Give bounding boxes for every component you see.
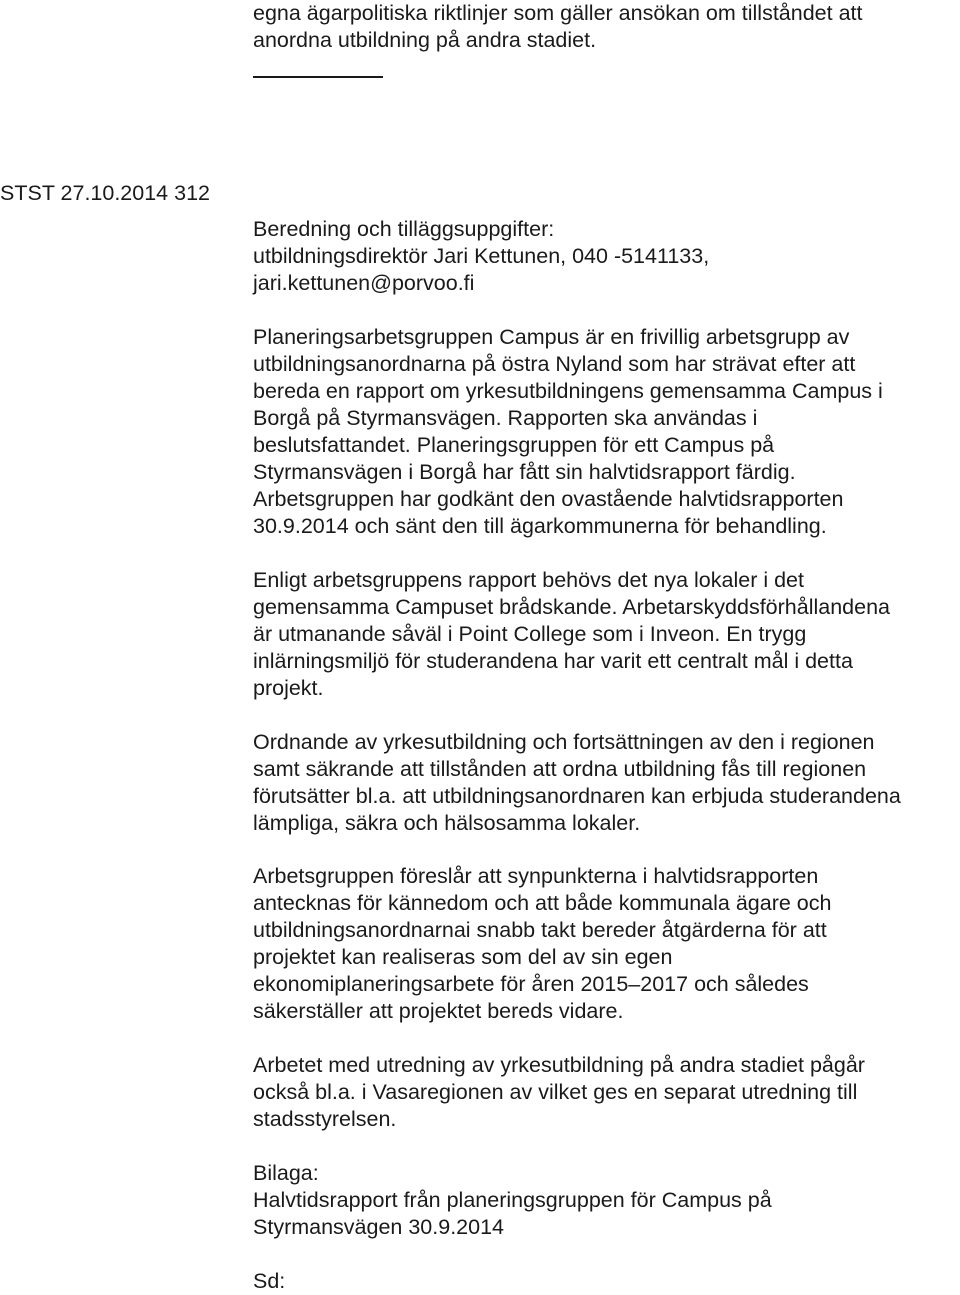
preparation-contact: utbildningsdirektör Jari Kettunen, 040 -5141133, [253, 244, 710, 268]
footer-label: Sd: [253, 1269, 286, 1293]
paragraph-1-line: Planeringsarbetsgruppen Campus är en frivillig arbetsgrupp av [253, 325, 850, 349]
intro-line-1: egna ägarpolitiska riktlinjer som gäller ansökan om tillståndet att [253, 1, 863, 25]
attachment-label: Bilaga: [253, 1161, 319, 1185]
paragraph-5-line: stadsstyrelsen. [253, 1107, 397, 1131]
paragraph-1-line: Styrmansvägen i Borgå har fått sin halvtidsrapport färdig. [253, 460, 796, 484]
paragraph-1-line: beslutsfattandet. Planeringsgruppen för ett Campus på [253, 433, 775, 457]
paragraph-2-line: Enligt arbetsgruppens rapport behövs det nya lokaler i det [253, 568, 804, 592]
paragraph-4-line: Arbetsgruppen föreslår att synpunkterna i halvtidsrapporten [253, 864, 819, 888]
paragraph-4-line: antecknas för kännedom och att både kommunala ägare och [253, 891, 832, 915]
paragraph-1-line: Arbetsgruppen har godkänt den ovastående halvtidsrapporten [253, 487, 844, 511]
paragraph-1-line: utbildningsanordnarna på östra Nyland som har strävat efter att [253, 352, 856, 376]
separator-rule [253, 76, 383, 78]
intro-line-2: anordna utbildning på andra stadiet. [253, 28, 597, 52]
paragraph-2-line: gemensamma Campuset brådskande. Arbetarskyddsförhållandena [253, 595, 891, 619]
paragraph-2-line: är utmanande såväl i Point College som i Inveon. En trygg [253, 622, 807, 646]
paragraph-4-line: projektet kan realiseras som del av sin egen [253, 945, 673, 969]
case-number: STST 27.10.2014 312 [0, 181, 210, 205]
paragraph-4-line: ekonomiplaneringsarbete för åren 2015–2017 och således [253, 972, 809, 996]
paragraph-5-line: Arbetet med utredning av yrkesutbildning på andra stadiet pågår [253, 1053, 865, 1077]
paragraph-3-line: samt säkrande att tillstånden att ordna utbildning fås till regionen [253, 757, 867, 781]
paragraph-1-line: bereda en rapport om yrkesutbildningens gemensamma Campus i [253, 379, 883, 403]
paragraph-4-line: utbildningsanordnarnai snabb takt bereder åtgärderna för att [253, 918, 827, 942]
preparation-email: jari.kettunen@porvoo.fi [253, 271, 475, 295]
preparation-heading: Beredning och tilläggsuppgifter: [253, 217, 555, 241]
attachment-title: Halvtidsrapport från planeringsgruppen för Campus på [253, 1188, 772, 1212]
paragraph-4-line: säkerställer att projektet bereds vidare. [253, 999, 624, 1023]
paragraph-5-line: också bl.a. i Vasaregionen av vilket ges en separat utredning till [253, 1080, 858, 1104]
attachment-title: Styrmansvägen 30.9.2014 [253, 1215, 504, 1239]
paragraph-3-line: förutsätter bl.a. att utbildningsanordnaren kan erbjuda studerandena [253, 784, 901, 808]
paragraph-3-line: Ordnande av yrkesutbildning och fortsättningen av den i regionen [253, 730, 875, 754]
paragraph-1-line: 30.9.2014 och sänt den till ägarkommunerna för behandling. [253, 514, 827, 538]
paragraph-2-line: inlärningsmiljö för studerandena har varit ett centralt mål i detta [253, 649, 853, 673]
paragraph-1-line: Borgå på Styrmansvägen. Rapporten ska användas i [253, 406, 758, 430]
paragraph-2-line: projekt. [253, 676, 324, 700]
paragraph-3-line: lämpliga, säkra och hälsosamma lokaler. [253, 811, 641, 835]
